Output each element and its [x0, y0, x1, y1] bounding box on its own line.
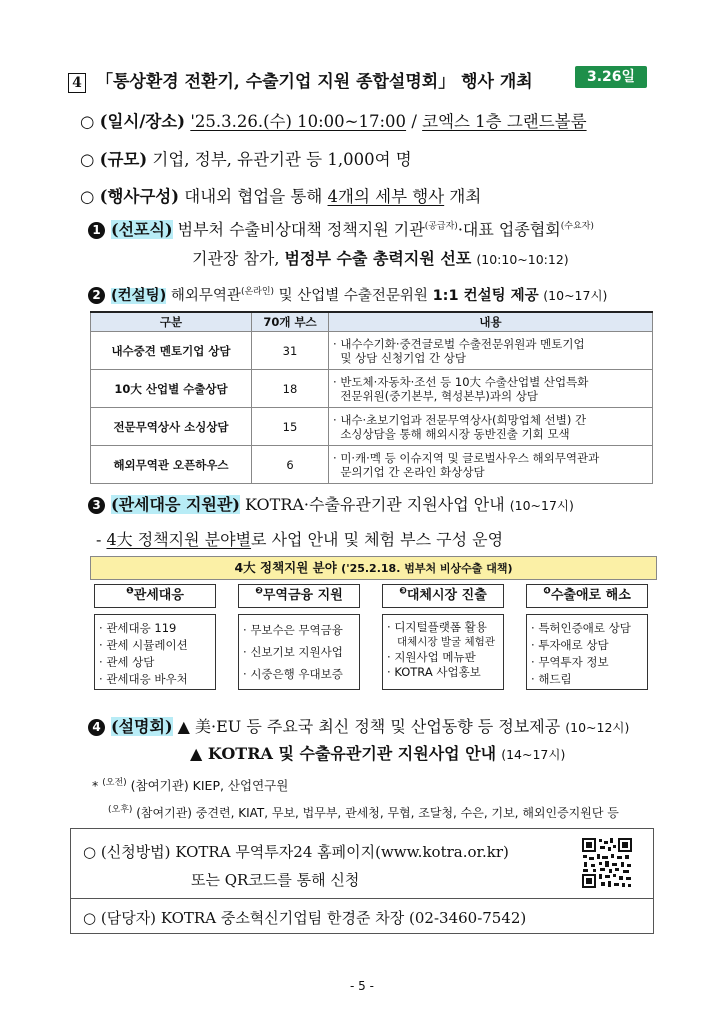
list-item: · 무보수은 무역금융	[243, 623, 343, 637]
item1-line2	[192, 246, 569, 269]
apply-method-line1: ○ (신청방법) KOTRA 무역투자24 홈페이지(www.kotra.or.kr)	[83, 843, 509, 861]
schedule-place: 코엑스 1층 그랜드볼룸	[422, 112, 587, 131]
apply-contact-label: (담당자)	[100, 909, 157, 927]
list-item: · 관세대응 바우처	[99, 672, 188, 686]
policy-column-title: $^❹$수출애로 해소	[526, 584, 648, 608]
table-row	[91, 370, 653, 408]
item3-line	[88, 492, 574, 515]
item2-text-a: 해외무역관	[170, 288, 241, 304]
schedule-label: (일시/장소)	[99, 112, 186, 131]
row-count: 6	[252, 446, 329, 484]
item1-text-b: ·대표 업종협회	[457, 220, 561, 239]
composition-label: (행사구성)	[99, 187, 180, 206]
item3-label: (관세대응 지원관)	[111, 495, 240, 514]
policy-column-title: $^❸$대체시장 진출	[382, 584, 504, 608]
item4-label: (설명회)	[111, 717, 173, 736]
apply-method-label: (신청방법)	[100, 843, 171, 861]
list-item: 대체시장 발굴 체험관	[397, 636, 495, 648]
list-item: · 지원사업 메뉴판	[387, 650, 476, 664]
item2-sup-a: (온라인)	[240, 287, 275, 298]
note-am	[92, 776, 288, 794]
item4-number: 4	[88, 719, 105, 736]
apply-contact-text: KOTRA 중소혁신기업팀 한경준 차장 (02-3460-7542)	[160, 909, 527, 927]
header-content: 내용	[329, 312, 653, 332]
table-row	[91, 446, 653, 484]
item4-line1	[88, 714, 629, 737]
list-item: · 해드림	[531, 672, 572, 686]
item3-sub-underlined: 4大 정책지원 분야별	[106, 530, 252, 549]
composition-pre: 대내외 협업을 통해	[184, 187, 323, 206]
note-am-label: (오전)	[102, 777, 127, 788]
policy-column	[382, 584, 504, 690]
qr-code-icon[interactable]	[581, 837, 633, 889]
schedule-line: ○ (일시/장소) '25.3.26.(수) 10:00~17:00 / 코엑스 1층 그랜드볼룸	[80, 112, 587, 131]
item1-line2-a: 기관장 참가,	[192, 249, 280, 268]
list-item: · 디지털플랫폼 활용	[387, 620, 487, 634]
item3-text: KOTRA·수출유관기관 지원사업 안내	[245, 495, 505, 514]
page-number: - 5 -	[350, 979, 374, 993]
composition-underlined: 4개의 세부 행사	[327, 187, 445, 206]
consult-table-header	[91, 312, 653, 332]
scale-line: ○ (규모) 기업, 정부, 유관기관 등 1,000여 명	[80, 150, 412, 169]
policy-column	[94, 584, 216, 690]
scale-label: (규모)	[99, 150, 148, 169]
policy-column-body	[382, 614, 504, 690]
table-row	[91, 408, 653, 446]
apply-box	[70, 828, 654, 934]
scale-text: 기업, 정부, 유관기관 등 1,000여 명	[152, 150, 412, 169]
note-pm-label: (오후)	[108, 805, 133, 815]
consult-table	[90, 311, 653, 484]
item1-number: 1	[88, 222, 105, 239]
row-content: · 내수수기화·중견글로벌 수출전문위원과 멘토기업 및 상담 신청기업 간 상담	[329, 332, 653, 370]
item4-line2	[190, 741, 565, 764]
note-pm-text: (참여기관) 중견련, KIAT, 무보, 법무부, 관세청, 무협, 조달청, 수은, 기보, 해외인증지원단 등	[136, 806, 619, 820]
row-count: 31	[252, 332, 329, 370]
item1-label: (선포식)	[111, 220, 173, 239]
policy-column-title: $^❷$무역금융 지원	[238, 584, 360, 608]
list-item: · 특허인증애로 상담	[531, 621, 631, 635]
item3-number: 3	[88, 497, 105, 514]
list-item: · 신보기보 지원사업	[243, 645, 343, 659]
list-item: · 시중은행 우대보증	[243, 667, 343, 681]
note-pm	[108, 804, 619, 821]
item3-sub-dash: -	[96, 530, 102, 549]
item1-line2-b: 범정부 수출 총력지원 선포	[284, 249, 472, 268]
policy-column-body	[94, 614, 216, 690]
policy-header-title: 4大 정책지원 분야	[234, 560, 337, 575]
list-item: · 투자애로 상담	[531, 638, 609, 652]
date-badge: 3.26일	[575, 66, 647, 88]
row-count: 18	[252, 370, 329, 408]
apply-method-line2: 또는 QR코드를 통해 신청	[191, 871, 360, 889]
apply-contact-line: ○ (담당자) KOTRA 중소혁신기업팀 한경준 차장 (02-3460-7542)	[83, 909, 527, 927]
item1-line1	[88, 217, 594, 240]
table-row	[91, 332, 653, 370]
schedule-date: '25.3.26.(수) 10:00~17:00	[190, 112, 407, 131]
item4-line2-text: ▲ KOTRA 및 수출유관기관 지원사업 안내	[190, 744, 497, 763]
row-count: 15	[252, 408, 329, 446]
list-item: · 관세 시뮬레이션	[99, 638, 188, 652]
row-name: 10大 산업별 수출상담	[91, 370, 252, 408]
row-name: 전문무역상사 소싱상담	[91, 408, 252, 446]
policy-header	[90, 556, 657, 580]
policy-column	[526, 584, 648, 690]
item3-sub-rest: 로 사업 안내 및 체험 부스 구성 운영	[251, 530, 504, 549]
section-heading	[68, 67, 533, 93]
item4-line1-time: (10~12시)	[565, 720, 630, 735]
item2-number: 2	[88, 287, 105, 304]
section-number: 4	[68, 73, 86, 93]
row-content: · 반도체·자동차·조선 등 10大 수출산업별 산업특화 전문위원(중기본부, 혁성본부)과의 상담	[329, 370, 653, 408]
row-name: 해외무역관 오픈하우스	[91, 446, 252, 484]
header-category: 구분	[91, 312, 252, 332]
item2-label: (컨설팅)	[111, 288, 167, 304]
schedule-separator: /	[411, 112, 417, 131]
list-item: · 관세대응 119	[99, 621, 177, 635]
row-name: 내수중견 멘토기업 상담	[91, 332, 252, 370]
item2-text-b: 및 산업별 수출전문위원	[278, 288, 428, 304]
item1-text-a: 범부처 수출비상대책 정책지원 기관	[177, 220, 425, 239]
item1-time: (10:10~10:12)	[476, 252, 569, 267]
list-item: · 무역투자 정보	[531, 655, 609, 669]
policy-column-body	[526, 614, 648, 690]
row-content: · 미·캐·멕 등 이슈지역 및 글로벌사우스 해외무역관과 문의기업 간 온라인 화상상담	[329, 446, 653, 484]
row-content: · 내수·초보기업과 전문무역상사(희망업체 선별) 간 소싱상담을 통해 해외시장 동반진출 기회 모색	[329, 408, 653, 446]
item2-text-c: 1:1 컨설팅 제공	[432, 288, 539, 304]
policy-column-title: $^❶$관세대응	[94, 584, 216, 608]
item1-sup-b: (수요자)	[560, 221, 594, 232]
item3-sub	[96, 527, 503, 550]
list-item: · KOTRA 사업홍보	[387, 665, 481, 679]
item2-time: (10~17시)	[543, 288, 608, 303]
note-star: *	[92, 778, 99, 793]
header-booths: 70개 부스	[252, 312, 329, 332]
list-item: · 관세 상담	[99, 655, 155, 669]
apply-method-text: KOTRA 무역투자24 홈페이지(www.kotra.or.kr)	[175, 843, 509, 861]
policy-header-note: ('25.2.18. 범부처 비상수출 대책)	[341, 562, 513, 575]
item1-sup-a: (공급자)	[424, 221, 458, 232]
composition-post: 개최	[449, 187, 482, 206]
policy-column-body	[238, 614, 360, 690]
composition-line: ○ (행사구성) 대내외 협업을 통해 4개의 세부 행사 개최	[80, 187, 482, 206]
note-am-text: (참여기관) KIEP, 산업연구원	[130, 778, 289, 793]
item4-line2-time: (14~17시)	[501, 747, 566, 762]
item4-line1-text: ▲ 美·EU 등 주요국 최신 정책 및 산업동향 등 정보제공	[177, 717, 561, 736]
section-title: 「통상환경 전환기, 수출기업 지원 종합설명회」 행사 개최	[96, 72, 533, 92]
item3-time: (10~17시)	[509, 498, 574, 513]
item2-line	[88, 284, 607, 305]
policy-column	[238, 584, 360, 690]
